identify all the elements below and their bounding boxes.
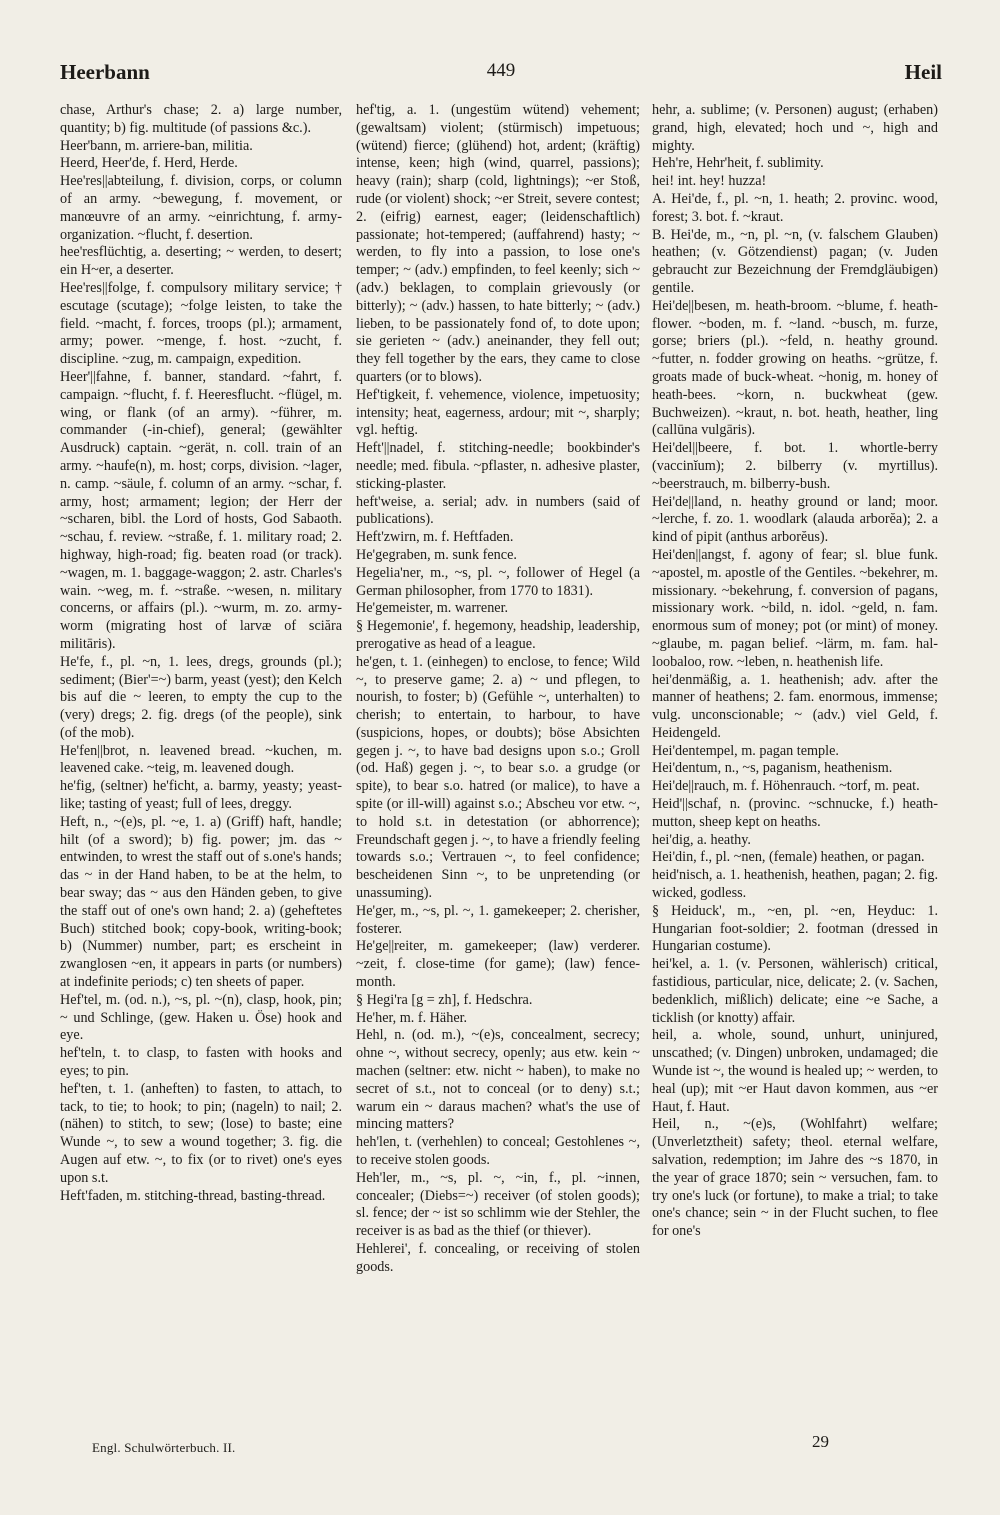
dictionary-entry: heft'weise, a. serial; adv. in numbers (said of publications).: [356, 493, 640, 528]
dictionary-entry: He'her, m. f. Häher.: [356, 1009, 468, 1026]
dictionary-entry: Heh're, Hehr'heit, f. sublimity.: [652, 155, 824, 172]
column-1: [60, 102, 342, 1462]
dictionary-entry: Heft'zwirn, m. f. Heftfaden.: [356, 529, 514, 546]
dictionary-entry: hei! int. hey! huzza!: [652, 173, 767, 190]
column-3: [652, 102, 938, 1462]
dictionary-entry: Hei'dentempel, m. pagan temple.: [652, 742, 839, 759]
dictionary-entry: Hegelia'ner, m., ~s, pl. ~, follower of Hegel (a German philosopher, from 1770 to 1831).: [356, 564, 640, 599]
dictionary-entry: hei'dig, a. heathy.: [652, 831, 751, 848]
dictionary-entry: He'gegraben, m. sunk fence.: [356, 546, 517, 563]
dictionary-entry: He'ger, m., ~s, pl. ~, 1. gamekeeper; 2. cherisher, fosterer.: [356, 902, 640, 937]
dictionary-entry: hei'denmäßig, a. 1. heathenish; adv. after the manner of heathens; 2. fam. enormous, immense; vulg. unconscionable; ~ (adv.) viel Geld, f. Heidengeld.: [652, 671, 938, 741]
dictionary-entry: Heid'||schaf, n. (provinc. ~schnucke, f.) heath-mutton, sheep kept on heaths.: [652, 796, 938, 830]
dictionary-entry: heid'nisch, a. 1. heathenish, heathen, pagan; 2. fig. wicked, godless.: [652, 867, 938, 902]
dictionary-entry: Hehlerei', f. concealing, or receiving of stolen goods.: [356, 1241, 640, 1275]
dictionary-entry: Hei'de||land, n. heathy ground or land; moor. ~lerche, f. zo. 1. woodlark (alauda arborĕa); 2. a kind of pipit (anthus arborĕus).: [652, 493, 938, 546]
dictionary-entry: hei'kel, a. 1. (v. Personen, wählerisch) critical, fastidious, particular, nice, delicate; 2. (v. Sachen, bedenklich, mißlich) delicate; eine ~e Sache, a ticklish (or knotty) affair.: [652, 956, 938, 1026]
dictionary-entry: he'fig, (seltner) he'ficht, a. barmy, yeasty; yeast-like; tasting of yeast; full of lees, dreggy.: [60, 778, 342, 813]
dictionary-entry: Hei'del||beere, f. bot. 1. whortle-berry (vaccinĭum); 2. bilberry (v. myrtillus). ~beerstrauch, m. bilberry-bush.: [652, 440, 938, 492]
dictionary-entry: Hei'den||angst, f. agony of fear; sl. blue funk. ~apostel, m. apostle of the Gentiles. ~bekehrer, m. missionary. ~bekehrung, f. conversion of pagans, missionary work. ~bild, n. idol. ~geld, n. fam. enormous sum of money; pot (or mint) of money. ~glaube, m. pagan belief. ~lärm, m. fam. hal-loobaloo, row. ~leben, n. heathenish life.: [652, 546, 938, 670]
dictionary-entry: he'gen, t. 1. (einhegen) to enclose, to fence; Wild ~, to preserve game; 2. a) ~ und pflegen, to nourish, to foster; b) (Gefühle ~, unterhalten) to cherish; to entertain, to harbour, to have (suspicions, hopes, or doubts); böse Absichten gegen j. ~, to have bad designs upon s.o.; Groll (od. Haß) gegen j. ~, to bear s.o. a grudge (or spite), to bear s.o. hatred (or malice), to have a spite (or ill-will) against s.o.; Abscheu vor etw. ~, to hold s.t. in detestation (or abhorrence); Freundschaft gegen j. ~, to have a friendly feeling towards s.o.; Vertrauen ~, to feel confidence; bescheidenen Sinn ~, to be unpretending (or unassuming).: [356, 653, 640, 902]
dictionary-entry: heh'len, t. (verhehlen) to conceal; Gestohlenes ~, to receive stolen goods.: [356, 1134, 640, 1169]
dictionary-entry: hehr, a. sublime; (v. Personen) august; (erhaben) grand, high, elevated; hoch und ~, high and mighty.: [652, 102, 938, 154]
sheet-signature: 29: [812, 1432, 829, 1451]
footer-source: Engl. Schulwörterbuch. II.: [92, 1440, 236, 1455]
dictionary-entry: Heer'||fahne, f. banner, standard. ~fahrt, f. campaign. ~flucht, f. f. Heeresflucht. ~flügel, m. wing, or flank (of an army). ~führer, m. commander (-in-chief), general; (gewählter Ausdruck) captain. ~gerät, n. coll. train of an army. ~haufe(n), m. host; corps, division. ~lager, n. camp. ~säule, f. column of an army. ~schar, f. army, host; armament; legion; der Herr der ~scharen, bibl. the Lord of hosts, God Sabaoth. ~schau, f. review. ~straße, f. 1. military road; 2. highway, high-road; fig. beaten road (or track). ~wagen, m. 1. baggage-waggon; 2. astr. Charles's wain. ~weg, m. f. ~straße. ~wesen, n. military concerns, or affairs (pl.). ~wurm, m. zo. army-worm (migrating host of larvæ of sciăra militāris).: [60, 368, 342, 652]
dictionary-entry: Hee'res||folge, f. compulsory military service; † escutage (scutage); ~folge leisten, to take the field. ~macht, f. forces, troops (pl.); armament, army; power. ~menge, f. host. ~zucht, f. discipline. ~zug, m. campaign, expedition.: [60, 279, 342, 368]
dictionary-entry: A. Hei'de, f., pl. ~n, 1. heath; 2. provinc. wood, forest; 3. bot. f. ~kraut.: [652, 190, 938, 225]
dictionary-entry: Hef'tigkeit, f. vehemence, violence, impetuosity; intensity; heat, eagerness, ardour; mit ~, sharply; vgl. heftig.: [356, 386, 640, 439]
dictionary-entry: Heft'||nadel, f. stitching-needle; bookbinder's needle; med. fibula. ~pflaster, n. adhesive plaster, sticking-plaster.: [356, 440, 640, 492]
dictionary-entry: Heerd, Heer'de, f. Herd, Herde.: [60, 155, 238, 172]
dictionary-entry: Hei'de||besen, m. heath-broom. ~blume, f. heath-flower. ~boden, m. f. ~land. ~busch, m. furze, gorse; briers (pl.). ~feld, n. heathy ground. ~futter, n. fodder growing on heaths. ~grütze, f. groats made of buck-wheat. ~honig, m. honey of heath-bees. ~korn, n. buckwheat (gew. Buchweizen). ~kraut, n. bot. heath, heather, ling (callūna vulgāris).: [652, 297, 938, 439]
column-2: [356, 102, 640, 1462]
guide-word-right: Heil: [904, 60, 942, 84]
dictionary-entry: He'ge||reiter, m. gamekeeper; (law) verderer. ~zeit, f. close-time (for game); (law) fence-month.: [356, 938, 640, 991]
dictionary-entry: Heft'faden, m. stitching-thread, basting-thread.: [60, 1187, 326, 1204]
dictionary-entry: He'fen||brot, n. leavened bread. ~kuchen, m. leavened cake. ~teig, m. leavened dough.: [60, 742, 342, 777]
dictionary-entry: hef'ten, t. 1. (anheften) to fasten, to attach, to tack, to tie; to hook; to pin; (nageln) to nail; 2. (nähen) to stitch, to sew; (lose) to baste; eine Wunde ~, to sew a wound together; 3. fig. die Augen auf etw. ~, to fix (or to rivet) one's eyes upon s.t.: [60, 1080, 342, 1186]
dictionary-entry: He'gemeister, m. warrener.: [356, 600, 509, 617]
dictionary-entry: Hee'res||abteilung, f. division, corps, or column of an army. ~bewegung, f. movement, or manœuvre of an army. ~einrichtung, f. army-organization. ~flucht, f. desertion.: [60, 173, 342, 243]
dictionary-entry: Heer'bann, m. arriere-ban, militia.: [60, 137, 253, 154]
guide-word-left: Heerbann: [60, 60, 150, 84]
dictionary-entry: hee'resflüchtig, a. deserting; ~ werden, to desert; ein H~er, a deserter.: [60, 244, 342, 279]
page-number: 449: [486, 60, 516, 81]
dictionary-entry: Heil, n., ~(e)s, (Wohlfahrt) welfare; (Unverletztheit) safety; theol. eternal welfare, salvation, redemption; im Jahre des ~s 1870, in the year of grace 1870; sein ~ versuchen, fam. to try one's luck (or fortune), to make a trial; to take one's chance; sein ~ in der Flucht suchen, to flee for one's: [652, 1116, 938, 1240]
dictionary-entry: chase, Arthur's chase; 2. a) large number, quantity; b) fig. multitude (of passions &c.).: [60, 102, 342, 136]
dictionary-entry: Hei'din, f., pl. ~nen, (female) heathen, or pagan.: [652, 849, 925, 866]
dictionary-entry: Heh'ler, m., ~s, pl. ~, ~in, f., pl. ~innen, concealer; (Diebs=~) receiver (of stolen goods); sl. fence; der ~ ist so schlimm wie der Stehler, the receiver is as bad as the thief (or thiever).: [356, 1169, 640, 1240]
dictionary-entry: He'fe, f., pl. ~n, 1. lees, dregs, grounds (pl.); sediment; (Bier'=~) barm, yeast (yest); den Kelch bis auf die ~ leeren, to empty the cup to the (very) dregs; 2. fig. dregs (of the people), sink (of the mob).: [60, 653, 342, 741]
dictionary-entry: B. Hei'de, m., ~n, pl. ~n, (v. falschem Glauben) heathen; (v. Götzendienst) pagan; (v. Juden gebraucht zur Bezeichnung der Fremdgläubigen) gentile.: [652, 226, 938, 296]
dictionary-entry: Heft, n., ~(e)s, pl. ~e, 1. a) (Griff) haft, handle; hilt (of a sword); b) fig. power; jm. das ~ entwinden, to wrest the staff out of s.one's hands; das ~ in der Hand haben, to be at the helm, to bear sway; das ~ aus den Händen geben, to give the staff out of one's own hand; 2. a) (geheftetes Buch) stitched book; copy-book, writing-book; b) (Nummer) number, part; es erscheint in zwanglosen ~en, it appears in parts (or numbers) at indefinite periods; c) ten sheets of paper.: [60, 813, 342, 991]
page-header: [60, 60, 942, 94]
dictionary-entry: hef'tig, a. 1. (ungestüm wütend) vehement; (gewaltsam) violent; (stürmisch) impetuous; (wütend) fierce; (glühend) hot, ardent; (kräftig) intense, keen; high (wind, quarrel, passions); heavy (rain); sharp (cold, lightnings); ~er Stoß, rude (or violent) shock; ~er Streit, severe contest; 2. (eifrig) earnest, eager; (leidenschaftlich) passionate; hot-tempered; (auffahrend) hasty; ~ werden, to fly into a passion, to lose one's temper; ~ (adv.) empfinden, to feel keenly; sich ~ (adv.) beklagen, to complain grievously (or bitterly); ~ (adv.) hassen, to hate bitterly; ~ (adv.) lieben, to be passionately fond of, to dote upon; sie gerieten ~ (adv.) aneinander, they fell out; they fell together by the ears, they came to close quarters (or to blows).: [356, 102, 640, 385]
dictionary-entry: § Hegi'ra [g = zh], f. Hedschra.: [356, 991, 533, 1008]
dictionary-entry: Hei'de||rauch, m. f. Höhenrauch. ~torf, m. peat.: [652, 778, 920, 795]
dictionary-entry: § Hegemonie', f. hegemony, headship, leadership, prerogative as head of a league.: [356, 618, 640, 652]
dictionary-entry: hef'teln, t. to clasp, to fasten with hooks and eyes; to pin.: [60, 1045, 342, 1080]
dictionary-entry: § Heiduck', m., ~en, pl. ~en, Heyduc: 1. Hungarian foot-soldier; 2. footman (dressed in Hungarian costume).: [652, 902, 938, 955]
dictionary-entry: Hef'tel, m. (od. n.), ~s, pl. ~(n), clasp, hook, pin; ~ und Schlinge, (gew. Haken u. Öse) hook and eye.: [60, 991, 342, 1044]
dictionary-entry: heil, a. whole, sound, unhurt, uninjured, unscathed; (v. Dingen) unbroken, undamaged; die Wunde ist ~, the wound is healed up; ~ werden, to heal (up); mit ~er Haut davon kommen, aus ~er Haut, f. Haut.: [652, 1027, 938, 1115]
dictionary-entry: Hei'dentum, n., ~s, paganism, heathenism.: [652, 760, 893, 777]
dictionary-entry: Hehl, n. (od. m.), ~(e)s, concealment, secrecy; ohne ~, without secrecy, openly; aus etw. kein ~ machen (seltner: etw. nicht ~ haben), to make no secret of s.t., not to conceal (or to deny) s.t.; warum ein ~ daraus machen? what's the use of mincing matters?: [356, 1027, 640, 1133]
